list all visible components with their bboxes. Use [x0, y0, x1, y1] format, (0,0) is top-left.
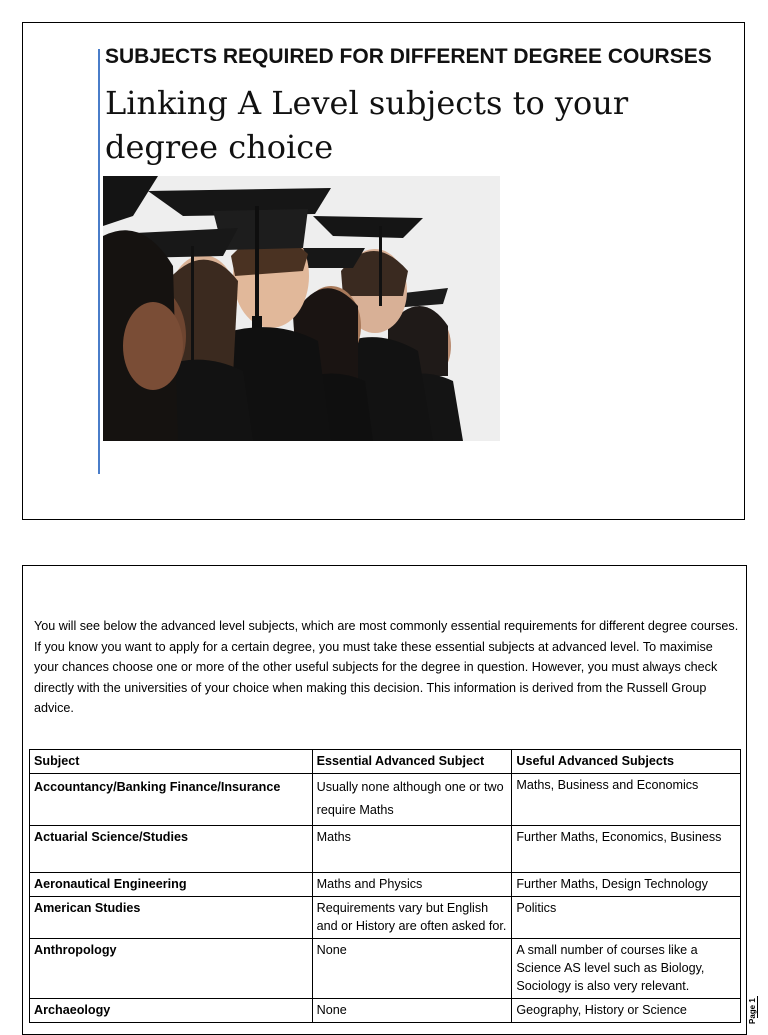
- header-subject: Subject: [30, 750, 313, 774]
- cell-essential: Requirements vary but English and or History are often asked for.: [312, 897, 512, 939]
- cell-subject: Actuarial Science/Studies: [30, 826, 313, 873]
- requirements-table: [29, 749, 741, 1023]
- graduates-photo: [103, 176, 500, 441]
- intro-paragraph: You will see below the advanced level subjects, which are most commonly essential requirements for different degree courses. If you know you want to apply for a certain degree, you must take these essential subjects at advanced level. To maximise your chances choose one or more of the other useful subjects for the degree in question. However, you must always check directly with the universities of your choice when making this decision. This information is derived from the Russell Group advice.: [34, 619, 739, 715]
- table-row: [30, 873, 741, 897]
- cover-subtitle: SUBJECTS REQUIRED FOR DIFFERENT DEGREE COURSES: [105, 45, 712, 68]
- cell-useful: Maths, Business and Economics: [512, 774, 741, 826]
- cell-essential: None: [312, 999, 512, 1023]
- cell-essential: Maths and Physics: [312, 873, 512, 897]
- table-row: [30, 826, 741, 873]
- graduates-in-caps-photo: [103, 176, 500, 441]
- page-number-value: 1: [748, 998, 757, 1003]
- page-number: [744, 990, 764, 1024]
- header-essential: Essential Advanced Subject: [312, 750, 512, 774]
- cell-essential: None: [312, 939, 512, 999]
- cell-useful: A small number of courses like a Science AS level such as Biology, Sociology is also very relevant.: [512, 939, 741, 999]
- table-row: [30, 774, 741, 826]
- table-row: [30, 999, 741, 1023]
- cell-useful: Geography, History or Science: [512, 999, 741, 1023]
- cell-subject: Accountancy/Banking Finance/Insurance: [30, 774, 313, 826]
- cell-useful: Politics: [512, 897, 741, 939]
- cell-useful: Further Maths, Economics, Business: [512, 826, 741, 873]
- cell-subject: Anthropology: [30, 939, 313, 999]
- accent-line: [98, 49, 100, 474]
- cell-essential: Usually none although one or two require Maths: [312, 774, 512, 826]
- cover-page: [22, 22, 745, 520]
- cell-essential: Maths: [312, 826, 512, 873]
- cover-title: Linking A Level subjects to your degree choice: [105, 84, 629, 166]
- table-header-row: [30, 750, 741, 774]
- table-row: [30, 897, 741, 939]
- cell-subject: Archaeology: [30, 999, 313, 1023]
- cell-subject: American Studies: [30, 897, 313, 939]
- cell-useful: Further Maths, Design Technology: [512, 873, 741, 897]
- cell-subject: Aeronautical Engineering: [30, 873, 313, 897]
- table-row: [30, 939, 741, 999]
- requirements-page: [22, 565, 747, 1035]
- page-label: Page: [748, 1004, 757, 1024]
- header-useful: Useful Advanced Subjects: [512, 750, 741, 774]
